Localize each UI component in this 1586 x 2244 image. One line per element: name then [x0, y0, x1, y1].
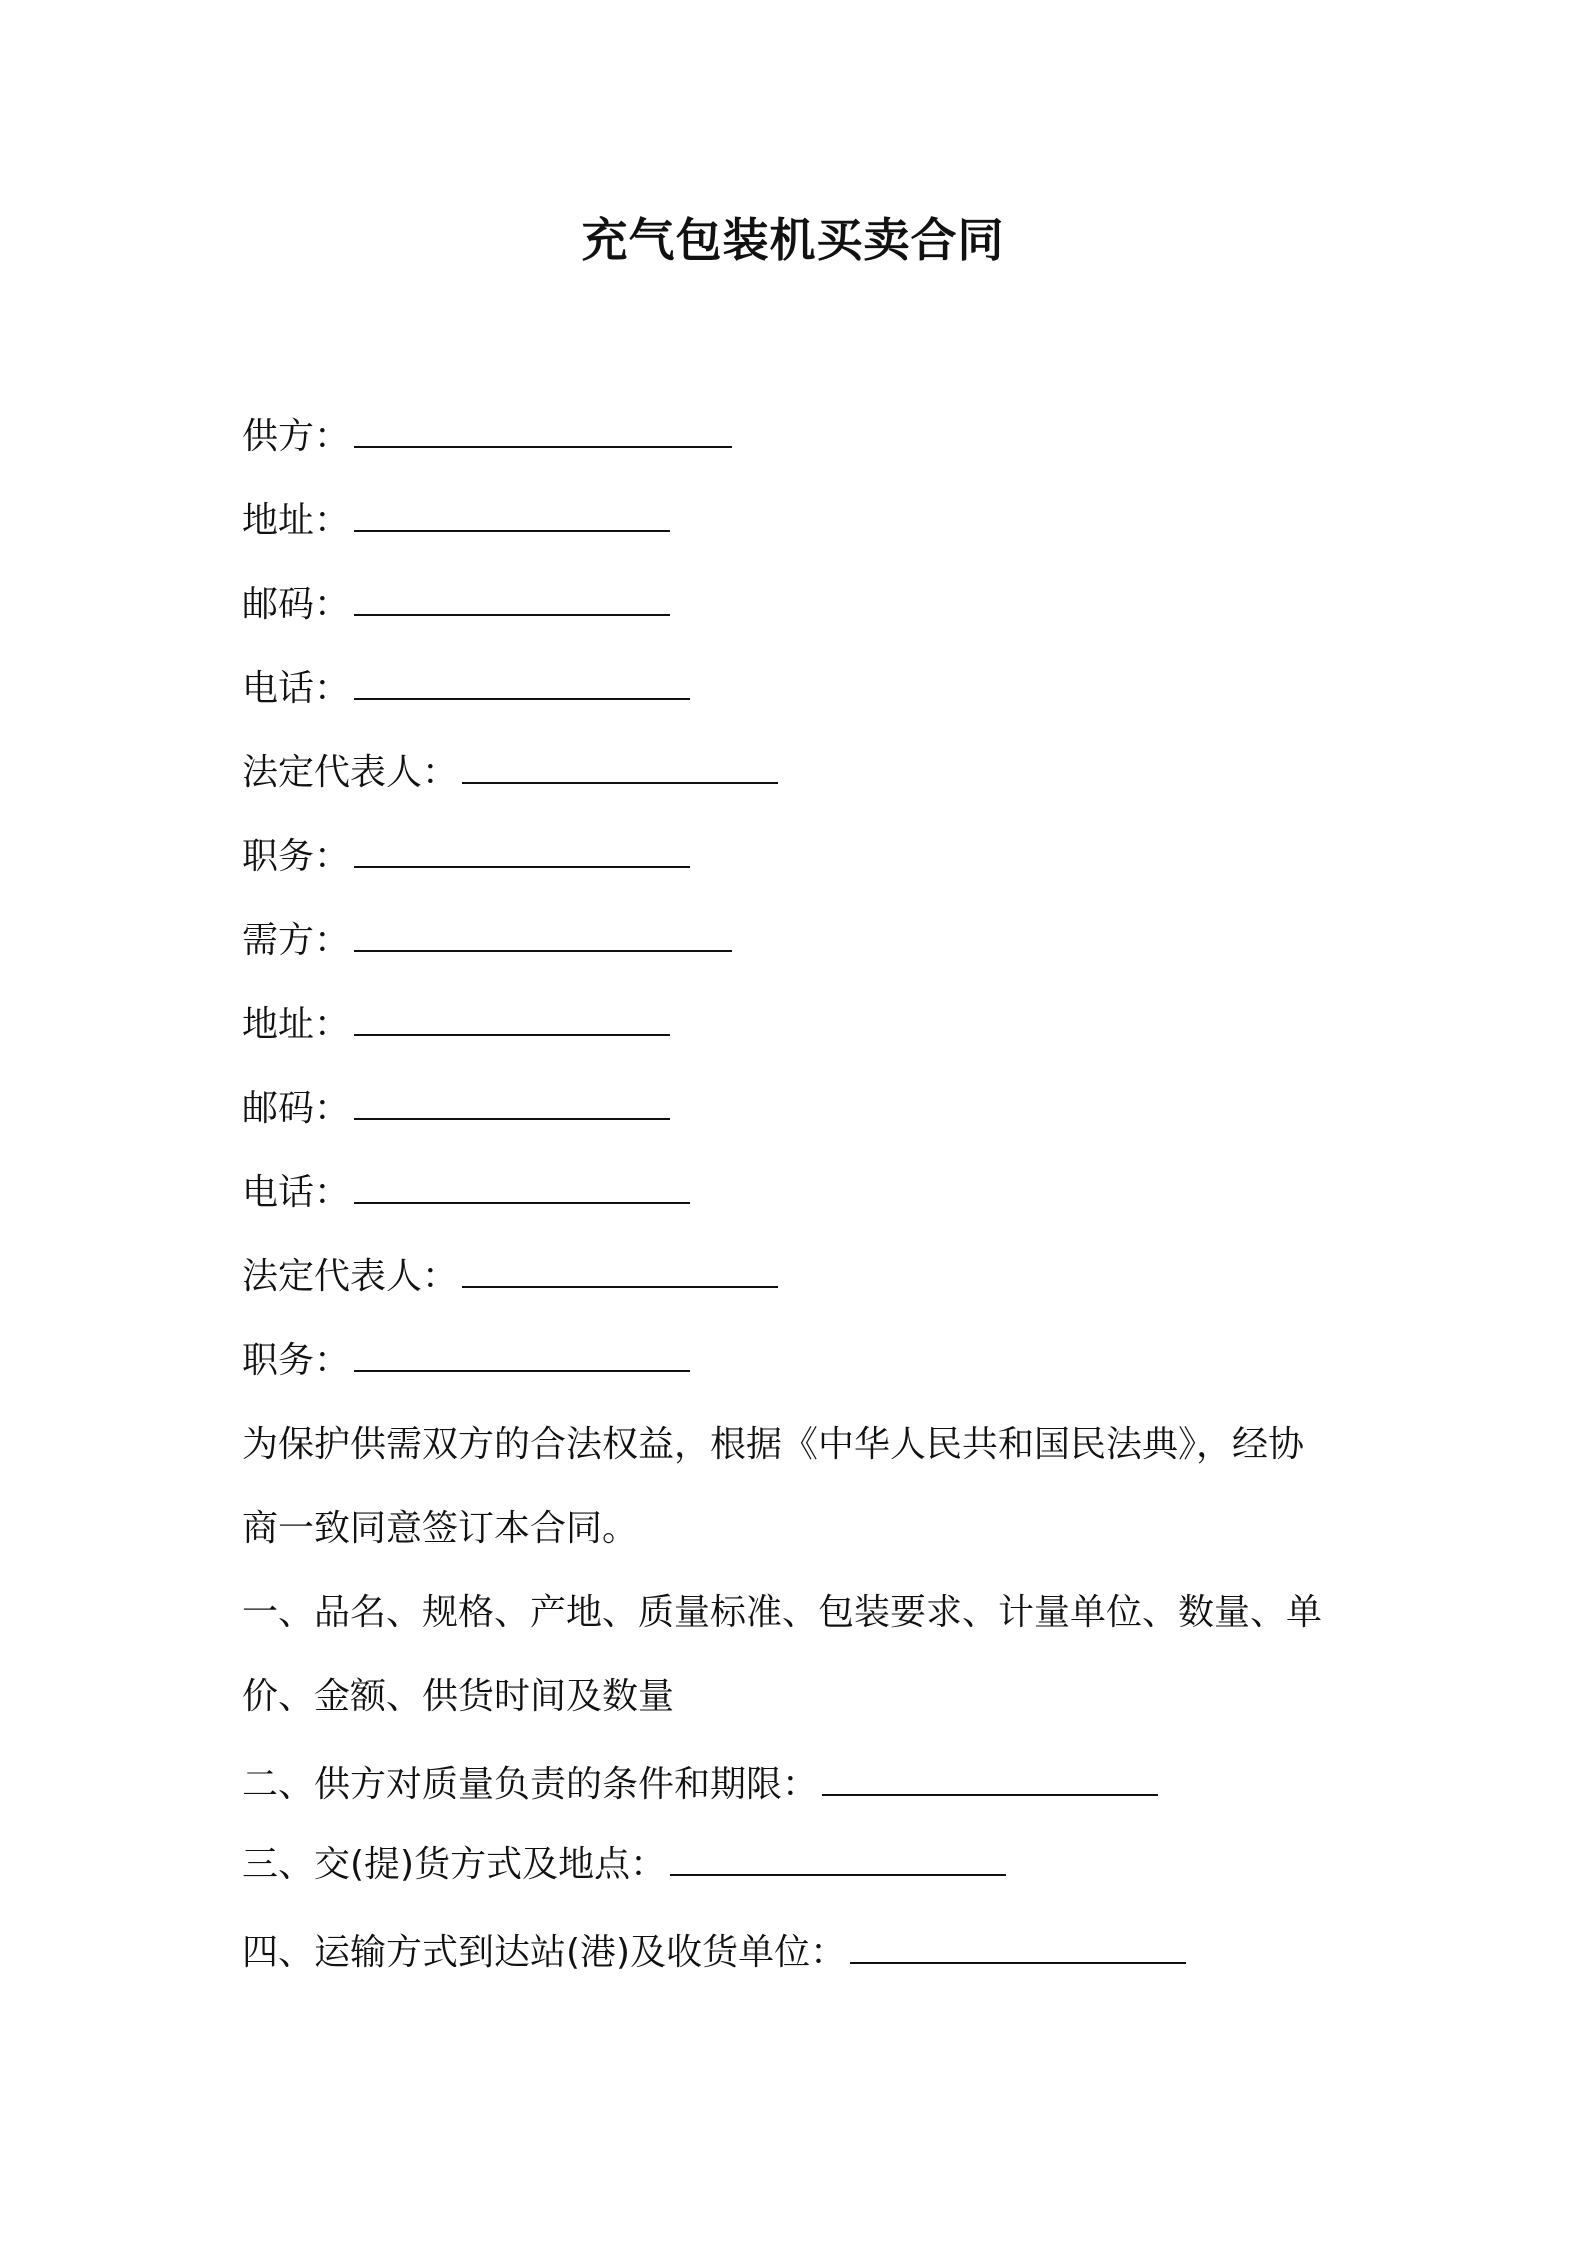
document-title: 充气包装机买卖合同	[581, 213, 1005, 267]
buyer-postcode-label: 邮码：	[242, 1088, 351, 1129]
buyer-legal-rep-blank	[462, 1252, 778, 1288]
buyer-phone-blank	[354, 1168, 690, 1204]
clause-4-row	[242, 1928, 1186, 1978]
supplier-postcode-blank	[354, 580, 670, 616]
clause-4-label: 四、运输方式到达站(港)及收货单位：	[242, 1932, 847, 1973]
clause-3-row	[242, 1840, 1006, 1890]
supplier-name-label: 供方：	[242, 416, 351, 457]
buyer-name-blank	[354, 916, 732, 952]
supplier-phone-label: 电话：	[242, 668, 351, 709]
clause-2-row	[242, 1760, 1158, 1810]
clause-3-blank	[670, 1840, 1006, 1876]
buyer-legal-rep-row	[242, 1252, 778, 1302]
clause-1-line-1: 一、品名、规格、产地、质量标准、包装要求、计量单位、数量、单	[242, 1592, 1323, 1633]
buyer-postcode-row	[242, 1084, 670, 1134]
buyer-address-label: 地址：	[242, 1004, 351, 1045]
supplier-postcode-label: 邮码：	[242, 584, 351, 625]
buyer-name-row	[242, 916, 732, 966]
supplier-legal-rep-blank	[462, 748, 778, 784]
buyer-postcode-blank	[354, 1084, 670, 1120]
supplier-name-blank	[354, 412, 732, 448]
clause-2-blank	[822, 1760, 1158, 1796]
preamble-line-1: 为保护供需双方的合法权益，根据《中华人民共和国民法典》，经协	[242, 1424, 1305, 1465]
supplier-postcode-row	[242, 580, 670, 630]
clause-3-label: 三、交(提)货方式及地点：	[242, 1844, 667, 1885]
supplier-legal-rep-row	[242, 748, 778, 798]
clause-4-blank	[850, 1928, 1186, 1964]
supplier-name-row	[242, 412, 732, 462]
supplier-address-row	[242, 496, 670, 546]
supplier-legal-rep-label: 法定代表人：	[242, 752, 459, 793]
supplier-position-blank	[354, 832, 690, 868]
buyer-phone-row	[242, 1168, 690, 1218]
preamble-line-2: 商一致同意签订本合同。	[242, 1508, 639, 1549]
supplier-position-label: 职务：	[242, 836, 351, 877]
buyer-address-row	[242, 1000, 670, 1050]
supplier-position-row	[242, 832, 690, 882]
supplier-address-label: 地址：	[242, 500, 351, 541]
buyer-position-label: 职务：	[242, 1340, 351, 1381]
buyer-position-row	[242, 1336, 690, 1386]
clause-1-line-2: 价、金额、供货时间及数量	[242, 1676, 675, 1717]
buyer-phone-label: 电话：	[242, 1172, 351, 1213]
supplier-address-blank	[354, 496, 670, 532]
buyer-legal-rep-label: 法定代表人：	[242, 1256, 459, 1297]
clause-2-label: 二、供方对质量负责的条件和期限：	[242, 1764, 819, 1805]
buyer-name-label: 需方：	[242, 920, 351, 961]
supplier-phone-blank	[354, 664, 690, 700]
supplier-phone-row	[242, 664, 690, 714]
buyer-address-blank	[354, 1000, 670, 1036]
buyer-position-blank	[354, 1336, 690, 1372]
